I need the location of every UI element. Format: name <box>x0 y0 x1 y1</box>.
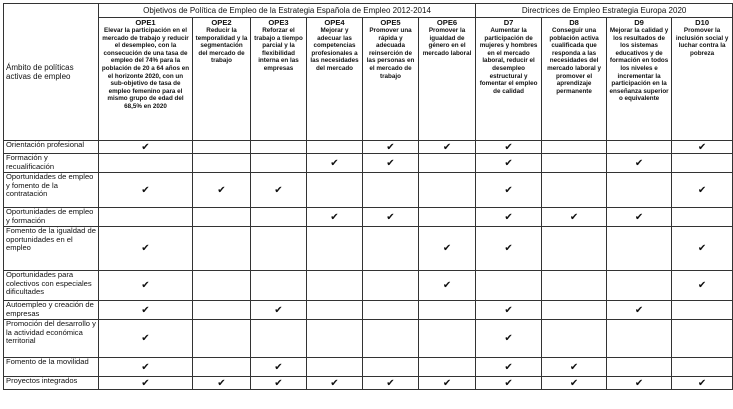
objective-header-d8 <box>542 18 607 141</box>
empty-cell <box>672 320 733 358</box>
check-icon: ✔ <box>307 154 363 173</box>
empty-cell <box>193 208 251 227</box>
objective-header-ope4 <box>307 18 363 141</box>
check-icon: ✔ <box>363 208 419 227</box>
check-icon: ✔ <box>476 208 542 227</box>
check-icon: ✔ <box>542 377 607 390</box>
table-row <box>4 227 733 271</box>
directives-group-header: Directrices de Empleo Estrategia Europa 2020 <box>476 4 733 18</box>
row-label: Autoempleo y creación de empresas <box>4 301 99 320</box>
check-icon: ✔ <box>607 154 672 173</box>
empty-cell <box>542 271 607 301</box>
check-icon: ✔ <box>419 227 476 271</box>
check-icon: ✔ <box>476 320 542 358</box>
row-label: Oportunidades de empleo y formación <box>4 208 99 227</box>
objective-description: Promover la igualdad de género en el mercado laboral <box>422 27 472 57</box>
objective-description: Promover la inclusión social y luchar contra la pobreza <box>675 27 729 57</box>
objective-code: OPE6 <box>436 18 458 27</box>
check-icon: ✔ <box>542 208 607 227</box>
objective-header-row <box>4 18 733 141</box>
row-label: Promoción del desarrollo y la actividad económica territorial <box>4 320 99 358</box>
row-label: Proyectos integrados <box>4 377 99 390</box>
check-icon: ✔ <box>193 173 251 208</box>
check-icon: ✔ <box>476 301 542 320</box>
empty-cell <box>193 320 251 358</box>
objective-header-d10 <box>672 18 733 141</box>
objective-code: OPE2 <box>211 18 232 27</box>
empty-cell <box>542 141 607 154</box>
empty-cell <box>607 227 672 271</box>
objective-code: D8 <box>569 18 579 27</box>
table-row <box>4 358 733 377</box>
empty-cell <box>419 358 476 377</box>
objective-description: Mejorar la calidad y los resultados de los sistemas educativos y de formación en todos los niveles e incrementar la participación en la enseñanza superior o equivalente <box>609 27 669 103</box>
check-icon: ✔ <box>99 227 193 271</box>
check-icon: ✔ <box>476 358 542 377</box>
check-icon: ✔ <box>251 377 307 390</box>
check-icon: ✔ <box>363 141 419 154</box>
check-icon: ✔ <box>476 377 542 390</box>
objective-code: D7 <box>503 18 514 27</box>
check-icon: ✔ <box>419 271 476 301</box>
empty-cell <box>363 301 419 320</box>
empty-cell <box>542 301 607 320</box>
table-row <box>4 154 733 173</box>
row-label: Oportunidades para colectivos con especiales dificultades <box>4 271 99 301</box>
objective-description: Promover una rápida y adecuada reinserción de las personas en el mercado de trabajo <box>366 27 415 80</box>
check-icon: ✔ <box>607 208 672 227</box>
empty-cell <box>419 154 476 173</box>
objective-header-ope6 <box>419 18 476 141</box>
check-icon: ✔ <box>672 173 733 208</box>
objective-header-d9 <box>607 18 672 141</box>
check-icon: ✔ <box>476 227 542 271</box>
empty-cell <box>542 320 607 358</box>
empty-cell <box>307 301 363 320</box>
empty-cell <box>607 320 672 358</box>
empty-cell <box>251 208 307 227</box>
objective-code: OPE1 <box>135 18 156 27</box>
empty-cell <box>363 227 419 271</box>
empty-cell <box>419 208 476 227</box>
empty-cell <box>307 358 363 377</box>
empty-cell <box>307 173 363 208</box>
check-icon: ✔ <box>193 377 251 390</box>
empty-cell <box>251 320 307 358</box>
check-icon: ✔ <box>307 208 363 227</box>
policy-matrix-table <box>3 3 733 390</box>
check-icon: ✔ <box>307 377 363 390</box>
empty-cell <box>607 358 672 377</box>
table-row <box>4 141 733 154</box>
empty-cell <box>251 154 307 173</box>
check-icon: ✔ <box>363 377 419 390</box>
empty-cell <box>307 320 363 358</box>
objective-description: Conseguir una población activa cualificada que responda a las necesidades del mercado laboral y promover el aprendizaje permanente <box>547 27 602 95</box>
objective-code: OPE4 <box>324 18 345 27</box>
empty-cell <box>363 173 419 208</box>
check-icon: ✔ <box>99 358 193 377</box>
check-icon: ✔ <box>476 173 542 208</box>
empty-cell <box>193 301 251 320</box>
empty-cell <box>363 320 419 358</box>
objective-header-ope5 <box>363 18 419 141</box>
check-icon: ✔ <box>672 377 733 390</box>
check-icon: ✔ <box>419 141 476 154</box>
table-row <box>4 301 733 320</box>
empty-cell <box>672 358 733 377</box>
check-icon: ✔ <box>251 301 307 320</box>
check-icon: ✔ <box>607 377 672 390</box>
empty-cell <box>251 271 307 301</box>
objective-description: Mejorar y adecuar las competencias profesionales a las necesidades del mercado <box>310 27 359 72</box>
empty-cell <box>193 227 251 271</box>
check-icon: ✔ <box>99 141 193 154</box>
empty-cell <box>542 154 607 173</box>
empty-cell <box>193 358 251 377</box>
empty-cell <box>476 271 542 301</box>
check-icon: ✔ <box>419 377 476 390</box>
empty-cell <box>99 208 193 227</box>
check-icon: ✔ <box>99 173 193 208</box>
check-icon: ✔ <box>251 173 307 208</box>
empty-cell <box>99 154 193 173</box>
empty-cell <box>672 154 733 173</box>
objective-header-d7 <box>476 18 542 141</box>
table-row <box>4 320 733 358</box>
row-label: Fomento de la igualdad de oportunidades en el empleo <box>4 227 99 271</box>
check-icon: ✔ <box>672 271 733 301</box>
matrix-body <box>4 141 733 390</box>
empty-cell <box>419 301 476 320</box>
check-icon: ✔ <box>607 301 672 320</box>
empty-cell <box>672 208 733 227</box>
objective-description: Reducir la temporalidad y la segmentación del mercado de trabajo <box>195 27 248 65</box>
empty-cell <box>672 301 733 320</box>
empty-cell <box>419 320 476 358</box>
check-icon: ✔ <box>251 358 307 377</box>
empty-cell <box>307 271 363 301</box>
row-label: Fomento de la movilidad <box>4 358 99 377</box>
row-label: Oportunidades de empleo y fomento de la contratación <box>4 173 99 208</box>
check-icon: ✔ <box>99 301 193 320</box>
objective-code: OPE5 <box>380 18 401 27</box>
table-row <box>4 271 733 301</box>
objective-code: D9 <box>634 18 644 27</box>
objective-header-ope2 <box>193 18 251 141</box>
empty-cell <box>193 271 251 301</box>
empty-cell <box>542 227 607 271</box>
empty-cell <box>419 173 476 208</box>
table-row <box>4 208 733 227</box>
check-icon: ✔ <box>672 227 733 271</box>
empty-cell <box>607 271 672 301</box>
objective-header-ope3 <box>251 18 307 141</box>
empty-cell <box>251 141 307 154</box>
objective-code: OPE3 <box>268 18 289 27</box>
row-label: Orientación profesional <box>4 141 99 154</box>
empty-cell <box>363 271 419 301</box>
empty-cell <box>363 358 419 377</box>
empty-cell <box>193 141 251 154</box>
check-icon: ✔ <box>99 271 193 301</box>
table-row <box>4 173 733 208</box>
check-icon: ✔ <box>363 154 419 173</box>
table-row <box>4 377 733 390</box>
empty-cell <box>307 227 363 271</box>
objective-header-ope1 <box>99 18 193 141</box>
empty-cell <box>193 154 251 173</box>
empty-cell <box>307 141 363 154</box>
check-icon: ✔ <box>542 358 607 377</box>
check-icon: ✔ <box>476 154 542 173</box>
empty-cell <box>607 173 672 208</box>
check-icon: ✔ <box>476 141 542 154</box>
check-icon: ✔ <box>99 377 193 390</box>
check-icon: ✔ <box>99 320 193 358</box>
axis-header: Ámbito de políticas activas de empleo <box>4 4 99 141</box>
objective-code: D10 <box>695 18 710 27</box>
row-label: Formación y recualificación <box>4 154 99 173</box>
objective-description: Aumentar la participación de mujeres y hombres en el mercado laboral, reducir el desempleo estructural y fomentar el empleo de calidad <box>479 27 538 95</box>
empty-cell <box>542 173 607 208</box>
group-header-row <box>4 4 733 18</box>
ope-group-header: Objetivos de Política de Empleo de la Estrategia Española de Empleo 2012-2014 <box>99 4 476 18</box>
objective-description: Reforzar el trabajo a tiempo parcial y la flexibilidad interna en las empresas <box>254 27 303 72</box>
empty-cell <box>251 227 307 271</box>
objective-description: Elevar la participación en el mercado de trabajo y reducir el desempleo, con la consecución de una tasa de empleo del 74% para la población de 20 a 64 años en el horizonte 2020, con un sub-objetivo de tasa de empleo femenino para el mismo grupo de edad del 68,5% en 2020 <box>101 27 190 110</box>
empty-cell <box>607 141 672 154</box>
check-icon: ✔ <box>672 141 733 154</box>
